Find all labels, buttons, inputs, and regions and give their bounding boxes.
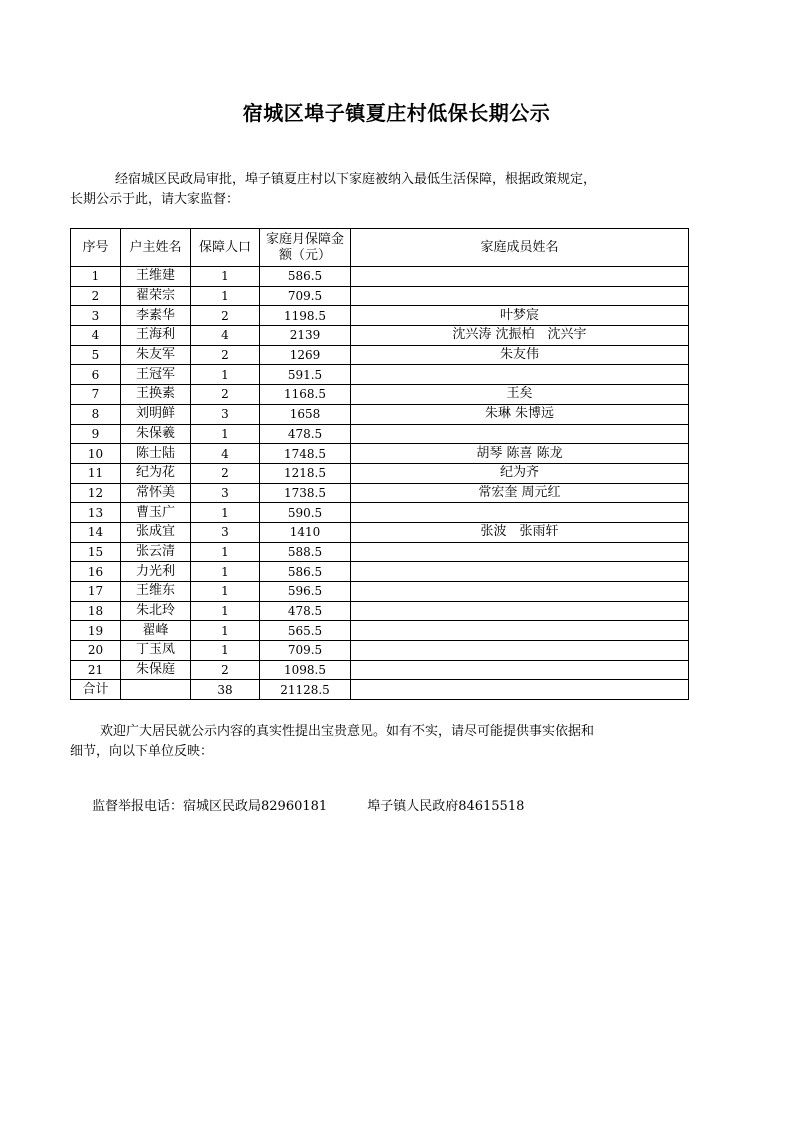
row-members: 沈兴涛 沈振柏 沈兴宇 <box>351 326 689 346</box>
row-head-name: 朱友军 <box>121 345 191 365</box>
table-row <box>71 267 689 287</box>
row-count: 2 <box>191 385 260 405</box>
row-head-name: 曹玉广 <box>121 503 191 523</box>
row-amount: 1098.5 <box>260 660 351 680</box>
row-seq: 21 <box>71 660 121 680</box>
row-seq: 5 <box>71 345 121 365</box>
total-members-empty <box>351 680 689 700</box>
row-members <box>351 286 689 306</box>
row-members: 胡琴 陈喜 陈龙 <box>351 444 689 464</box>
table-header-row <box>71 229 689 267</box>
table-row <box>71 286 689 306</box>
intro-line-1: 经宿城区民政局审批，埠子镇夏庄村以下家庭被纳入最低生活保障，根据政策规定， <box>115 172 597 187</box>
row-seq: 14 <box>71 522 121 542</box>
table-row <box>71 483 689 503</box>
row-seq: 6 <box>71 365 121 385</box>
row-seq: 9 <box>71 424 121 444</box>
row-seq: 19 <box>71 621 121 641</box>
intro-line-2: 长期公示于此，请大家监督： <box>70 192 240 207</box>
row-amount: 1658 <box>260 404 351 424</box>
row-count: 1 <box>191 562 260 582</box>
row-members: 张波 张雨轩 <box>351 522 689 542</box>
closing-line-2: 细节，向以下单位反映： <box>70 744 214 759</box>
row-seq: 1 <box>71 267 121 287</box>
row-amount: 1198.5 <box>260 306 351 326</box>
contact-org-1: 宿城区民政局82960181 <box>183 799 328 814</box>
closing-line-1: 欢迎广大居民就公示内容的真实性提出宝贵意见。如有不实，请尽可能提供事实依据和 <box>100 724 595 739</box>
row-head-name: 翟荣宗 <box>121 286 191 306</box>
row-seq: 16 <box>71 562 121 582</box>
table-row <box>71 601 689 621</box>
row-amount: 1168.5 <box>260 385 351 405</box>
header-seq: 序号 <box>71 229 121 267</box>
row-seq: 12 <box>71 483 121 503</box>
row-members <box>351 542 689 562</box>
row-count: 1 <box>191 582 260 602</box>
row-amount: 1410 <box>260 522 351 542</box>
closing-paragraph <box>70 722 730 762</box>
table-row <box>71 306 689 326</box>
row-members: 常宏奎 周元红 <box>351 483 689 503</box>
row-seq: 18 <box>71 601 121 621</box>
row-members: 朱琳 朱博远 <box>351 404 689 424</box>
total-label: 合计 <box>71 680 121 700</box>
row-head-name: 力光利 <box>121 562 191 582</box>
assistance-table <box>70 228 689 700</box>
row-count: 1 <box>191 424 260 444</box>
row-head-name: 纪为花 <box>121 463 191 483</box>
table-row <box>71 444 689 464</box>
table-row <box>71 641 689 661</box>
row-count: 1 <box>191 621 260 641</box>
row-amount: 596.5 <box>260 582 351 602</box>
row-count: 1 <box>191 503 260 523</box>
table-body <box>71 267 689 680</box>
row-count: 1 <box>191 286 260 306</box>
row-amount: 2139 <box>260 326 351 346</box>
row-head-name: 张成宜 <box>121 522 191 542</box>
row-seq: 11 <box>71 463 121 483</box>
row-amount: 478.5 <box>260 424 351 444</box>
row-head-name: 张云清 <box>121 542 191 562</box>
row-amount: 478.5 <box>260 601 351 621</box>
row-members: 叶梦宸 <box>351 306 689 326</box>
row-seq: 17 <box>71 582 121 602</box>
row-seq: 4 <box>71 326 121 346</box>
contact-line <box>92 795 524 814</box>
page-title: 宿城区埠子镇夏庄村低保长期公示 <box>242 101 551 125</box>
row-members: 朱友伟 <box>351 345 689 365</box>
row-amount: 565.5 <box>260 621 351 641</box>
row-count: 2 <box>191 345 260 365</box>
row-head-name: 翟峰 <box>121 621 191 641</box>
row-head-name: 王维建 <box>121 267 191 287</box>
row-members <box>351 601 689 621</box>
table-total-row <box>71 680 689 700</box>
row-seq: 15 <box>71 542 121 562</box>
row-head-name: 常怀美 <box>121 483 191 503</box>
row-count: 2 <box>191 306 260 326</box>
row-amount: 1738.5 <box>260 483 351 503</box>
row-count: 2 <box>191 660 260 680</box>
row-seq: 3 <box>71 306 121 326</box>
header-amount: 家庭月保障金额（元） <box>260 229 351 267</box>
row-members <box>351 424 689 444</box>
row-head-name: 朱北玲 <box>121 601 191 621</box>
row-head-name: 王维东 <box>121 582 191 602</box>
row-count: 3 <box>191 404 260 424</box>
row-members <box>351 660 689 680</box>
row-members: 纪为齐 <box>351 463 689 483</box>
row-amount: 586.5 <box>260 267 351 287</box>
row-count: 1 <box>191 601 260 621</box>
row-count: 1 <box>191 641 260 661</box>
row-seq: 8 <box>71 404 121 424</box>
intro-paragraph <box>70 170 730 210</box>
row-head-name: 刘明鲜 <box>121 404 191 424</box>
row-members <box>351 267 689 287</box>
contact-label: 监督举报电话： <box>92 799 184 814</box>
row-head-name: 丁玉凤 <box>121 641 191 661</box>
row-members <box>351 641 689 661</box>
total-amount: 21128.5 <box>260 680 351 700</box>
row-head-name: 朱保庭 <box>121 660 191 680</box>
row-members <box>351 621 689 641</box>
row-amount: 709.5 <box>260 286 351 306</box>
row-seq: 20 <box>71 641 121 661</box>
table-row <box>71 463 689 483</box>
row-seq: 13 <box>71 503 121 523</box>
row-head-name: 陈士陆 <box>121 444 191 464</box>
row-members <box>351 503 689 523</box>
row-amount: 1218.5 <box>260 463 351 483</box>
row-count: 4 <box>191 326 260 346</box>
row-seq: 10 <box>71 444 121 464</box>
row-seq: 2 <box>71 286 121 306</box>
row-head-name: 李素华 <box>121 306 191 326</box>
table-row <box>71 404 689 424</box>
row-count: 1 <box>191 365 260 385</box>
row-count: 1 <box>191 267 260 287</box>
row-members <box>351 582 689 602</box>
table-row <box>71 522 689 542</box>
table-row <box>71 582 689 602</box>
row-amount: 709.5 <box>260 641 351 661</box>
row-amount: 1269 <box>260 345 351 365</box>
table-row <box>71 660 689 680</box>
row-count: 2 <box>191 463 260 483</box>
table-row <box>71 424 689 444</box>
table-row <box>71 365 689 385</box>
header-count: 保障人口 <box>191 229 260 267</box>
header-head-name: 户主姓名 <box>121 229 191 267</box>
row-seq: 7 <box>71 385 121 405</box>
table-row <box>71 562 689 582</box>
total-empty <box>121 680 191 700</box>
row-members: 王矣 <box>351 385 689 405</box>
row-count: 3 <box>191 483 260 503</box>
row-amount: 1748.5 <box>260 444 351 464</box>
row-amount: 591.5 <box>260 365 351 385</box>
contact-org-2: 埠子镇人民政府84615518 <box>367 799 525 814</box>
row-amount: 586.5 <box>260 562 351 582</box>
row-count: 3 <box>191 522 260 542</box>
row-head-name: 朱保羲 <box>121 424 191 444</box>
row-members <box>351 562 689 582</box>
row-amount: 588.5 <box>260 542 351 562</box>
row-count: 1 <box>191 542 260 562</box>
table-row <box>71 345 689 365</box>
table-row <box>71 326 689 346</box>
table-row <box>71 503 689 523</box>
row-members <box>351 365 689 385</box>
total-count: 38 <box>191 680 260 700</box>
table-row <box>71 621 689 641</box>
table-row <box>71 385 689 405</box>
row-head-name: 王换素 <box>121 385 191 405</box>
row-count: 4 <box>191 444 260 464</box>
table-row <box>71 542 689 562</box>
row-head-name: 王海利 <box>121 326 191 346</box>
row-amount: 590.5 <box>260 503 351 523</box>
header-members: 家庭成员姓名 <box>351 229 689 267</box>
row-head-name: 王冠军 <box>121 365 191 385</box>
